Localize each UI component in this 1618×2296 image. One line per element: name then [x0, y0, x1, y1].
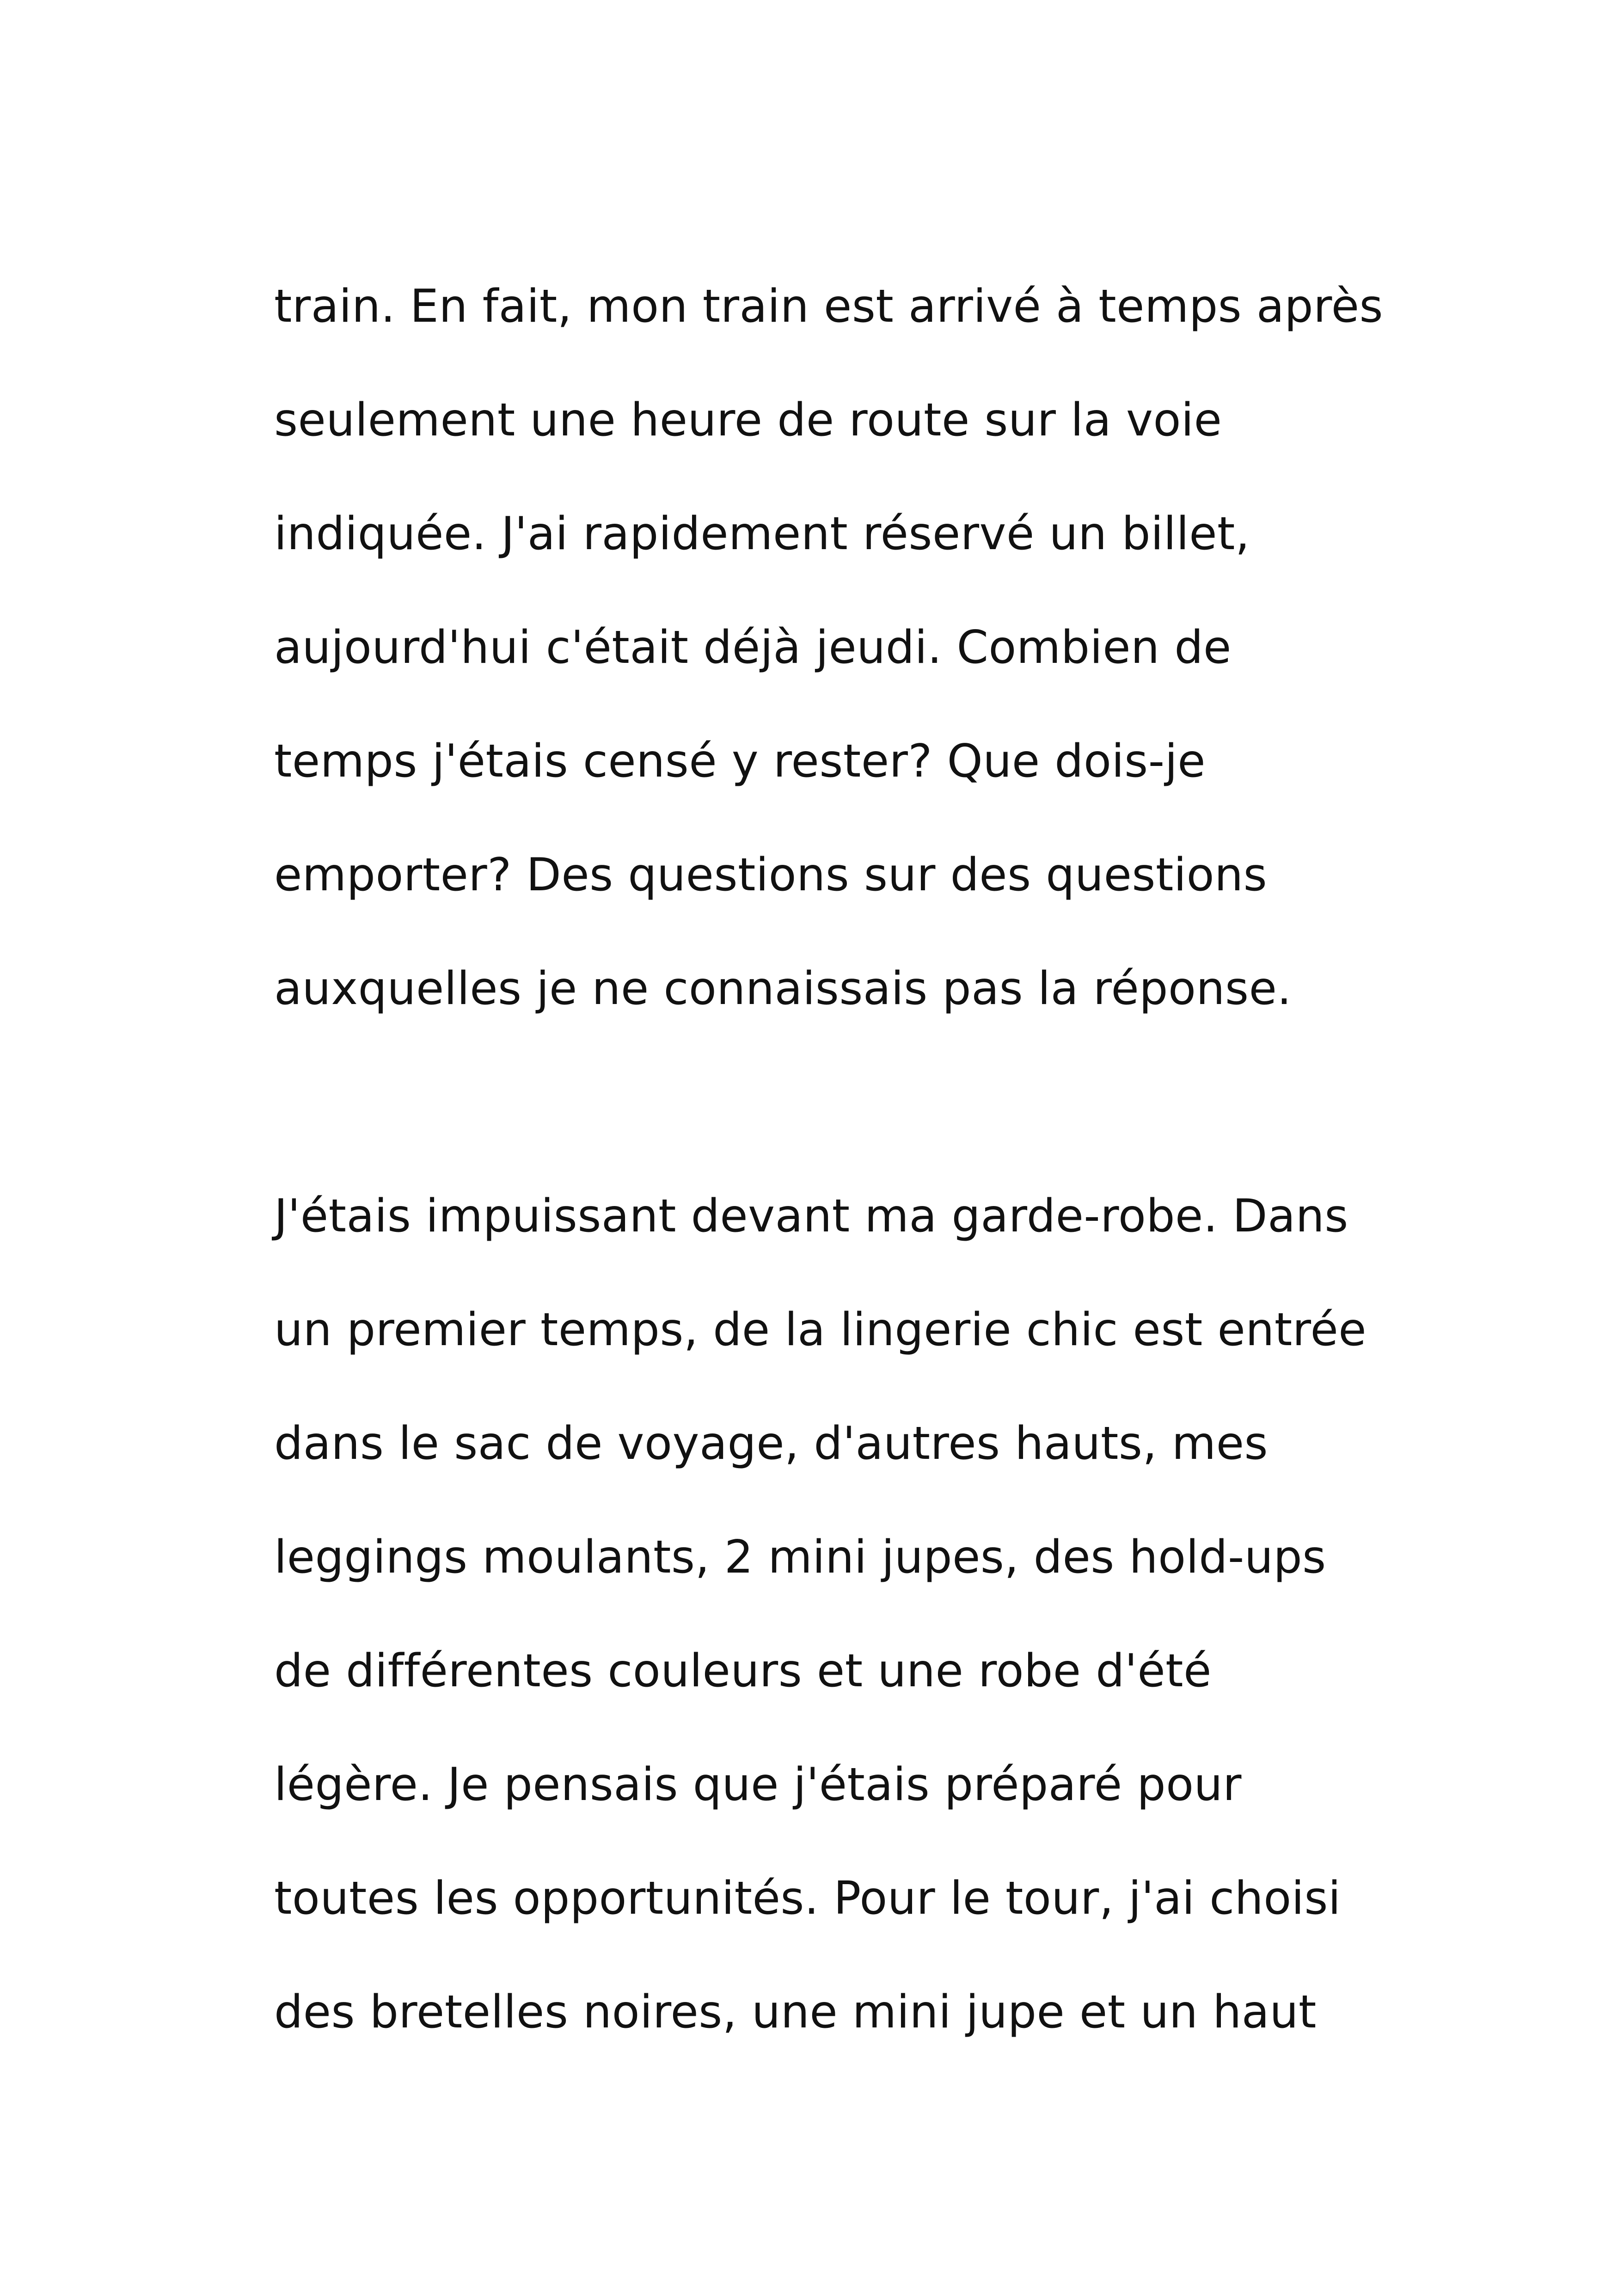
text-line: dans le sac de voyage, d'autres hauts, mes [274, 1417, 1269, 1470]
paragraph-2 [274, 1159, 1384, 2069]
text-line: de différentes couleurs et une robe d'été [274, 1645, 1212, 1697]
text-line: auxquelles je ne connaissais pas la réponse. [274, 962, 1292, 1015]
text-line: seulement une heure de route sur la voie [274, 394, 1222, 447]
text-line: J'étais impuissant devant ma garde-robe. Dans [274, 1190, 1348, 1243]
text-line: aujourd'hui c'était déjà jeudi. Combien de [274, 621, 1232, 674]
text-line: toutes les opportunités. Pour le tour, j'ai choisi [274, 1872, 1341, 1925]
text-line: leggings moulants, 2 mini jupes, des hold-ups [274, 1531, 1326, 1584]
text-line: emporter? Des questions sur des questions [274, 849, 1268, 901]
text-line: des bretelles noires, une mini jupe et un haut [274, 1986, 1317, 2039]
text-line: un premier temps, de la lingerie chic est entrée [274, 1304, 1367, 1356]
text-line: indiquée. J'ai rapidement réservé un billet, [274, 508, 1250, 560]
text-line: légère. Je pensais que j'étais préparé pour [274, 1758, 1242, 1811]
paragraph-1 [274, 250, 1384, 1046]
text-line: train. En fait, mon train est arrivé à temps après [274, 280, 1384, 333]
text-line: temps j'étais censé y rester? Que dois-je [274, 735, 1206, 788]
